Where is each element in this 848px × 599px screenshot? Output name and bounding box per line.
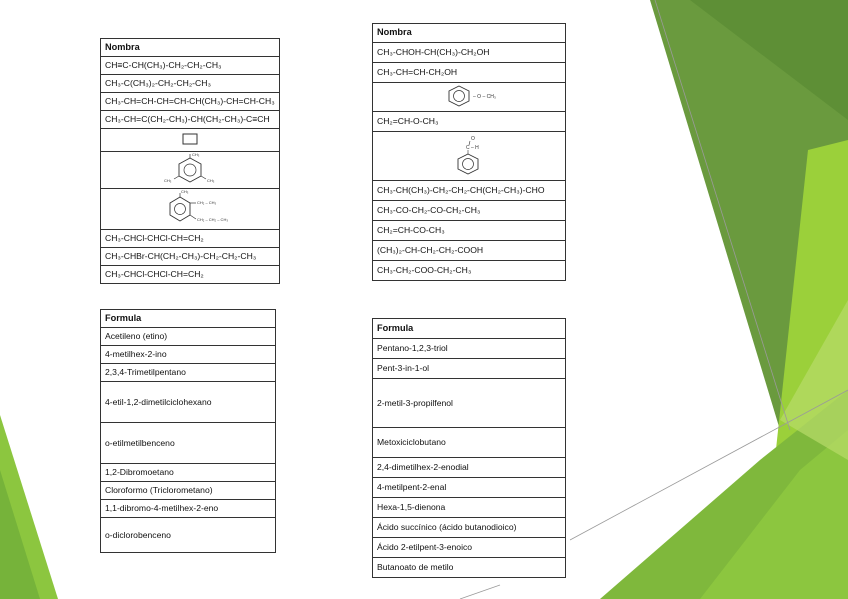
table-cell: Metoxiciclobutano — [373, 428, 566, 458]
table-cell: 2,4-dimetilhex-2-enodial — [373, 458, 566, 478]
table-formula-functional-groups — [372, 318, 566, 578]
cyclobutane-cell — [101, 129, 280, 152]
trimethylbenzene-cell — [101, 152, 280, 189]
table-cell: CH₃-CHOH-CH(CH₃)-CH₂OH — [373, 43, 566, 63]
table-cell: Hexa-1,5-dienona — [373, 498, 566, 518]
aldehyde-carbon-label: C – H — [466, 145, 479, 152]
table-cell: 4-metilhex-2-ino — [101, 346, 276, 364]
trimethylbenzene-structure — [155, 152, 225, 186]
deco-line — [460, 585, 500, 599]
table-formula-hydrocarbons — [100, 309, 276, 553]
table-cell: CH₂=CH-CO-CH₃ — [373, 221, 566, 241]
table-cell: Acetileno (etino) — [101, 328, 276, 346]
methyl-label: CH₃ — [206, 178, 215, 184]
cyclobutane-structure — [180, 131, 200, 147]
methyl-label: CH₃ — [163, 178, 172, 184]
table-cell: Cloroformo (Triclorometano) — [101, 482, 276, 500]
benzaldehyde-structure — [439, 133, 499, 177]
table-cell: Butanoato de metilo — [373, 558, 566, 578]
table-cell: CH₃-CHCl-CHCl-CH=CH₂ — [101, 266, 280, 284]
table-cell: CH₃-CHBr-CH(CH₂-CH₃)-CH₂-CH₂-CH₃ — [101, 248, 280, 266]
table-cell: 1,2-Dibromoetano — [101, 464, 276, 482]
ethyl-label: CH₂ – CH₃ — [196, 200, 217, 206]
table-cell: Ácido succínico (ácido butanodioico) — [373, 518, 566, 538]
table-nombra-functional-groups — [372, 23, 566, 281]
methyl-label: CH₃ — [180, 189, 189, 195]
table-cell: (CH₃)₂-CH-CH₂-CH₂-COOH — [373, 241, 566, 261]
table-cell: CH≡C-CH(CH₃)-CH₂-CH₂-CH₃ — [101, 57, 280, 75]
table-cell: CH₃-CH=CH-CH=CH-CH(CH₃)-CH=CH-CH₃ — [101, 93, 280, 111]
table-cell: Ácido 2-etilpent-3-enoico — [373, 538, 566, 558]
table-cell: CH₃-CO-CH₂-CO-CH₂-CH₃ — [373, 201, 566, 221]
substituted-benzene-cell — [101, 189, 280, 230]
propyl-label: CH₂ – CH₂ – CH₃ — [196, 217, 228, 223]
table-cell: CH₃-CH=CH-CH₂OH — [373, 63, 566, 83]
table-cell: o-diclorobenceno — [101, 518, 276, 553]
table-cell: CH₃-CHCl-CHCl-CH=CH₂ — [101, 230, 280, 248]
table-cell: Pent-3-in-1-ol — [373, 359, 566, 379]
table-cell: CH₃-C(CH₃)₂-CH₂-CH₂-CH₃ — [101, 75, 280, 93]
substituted-benzene-structure — [140, 189, 240, 227]
table-header: Nombra — [373, 24, 566, 43]
benzaldehyde-cell — [373, 132, 566, 181]
table-cell: CH₃-CH(CH₃)-CH₂-CH₂-CH(CH₂-CH₃)-CHO — [373, 181, 566, 201]
table-cell: o-etilmetilbenceno — [101, 423, 276, 464]
methoxy-label: – O – CH₃ — [473, 94, 496, 101]
methyl-label: CH₃ — [191, 152, 200, 158]
table-cell: 4-metilpent-2-enal — [373, 478, 566, 498]
table-cell: 2-metil-3-propilfenol — [373, 379, 566, 428]
table-header: Formula — [373, 319, 566, 339]
table-cell: CH₂=CH-O-CH₃ — [373, 112, 566, 132]
aldehyde-oxygen-label: O — [471, 136, 475, 143]
anisole-structure — [424, 83, 514, 109]
table-nombra-hydrocarbons — [100, 38, 280, 284]
table-header: Formula — [101, 310, 276, 328]
anisole-cell — [373, 83, 566, 112]
table-cell: CH₃-CH₂-COO-CH₂-CH₃ — [373, 261, 566, 281]
table-cell: Pentano-1,2,3-triol — [373, 339, 566, 359]
table-header: Nombra — [101, 39, 280, 57]
table-cell: 4-etil-1,2-dimetilciclohexano — [101, 382, 276, 423]
table-cell: 1,1-dibromo-4-metilhex-2-eno — [101, 500, 276, 518]
table-cell: CH₃-CH=C(CH₂-CH₃)-CH(CH₂-CH₃)-C≡CH — [101, 111, 280, 129]
table-cell: 2,3,4-Trimetilpentano — [101, 364, 276, 382]
